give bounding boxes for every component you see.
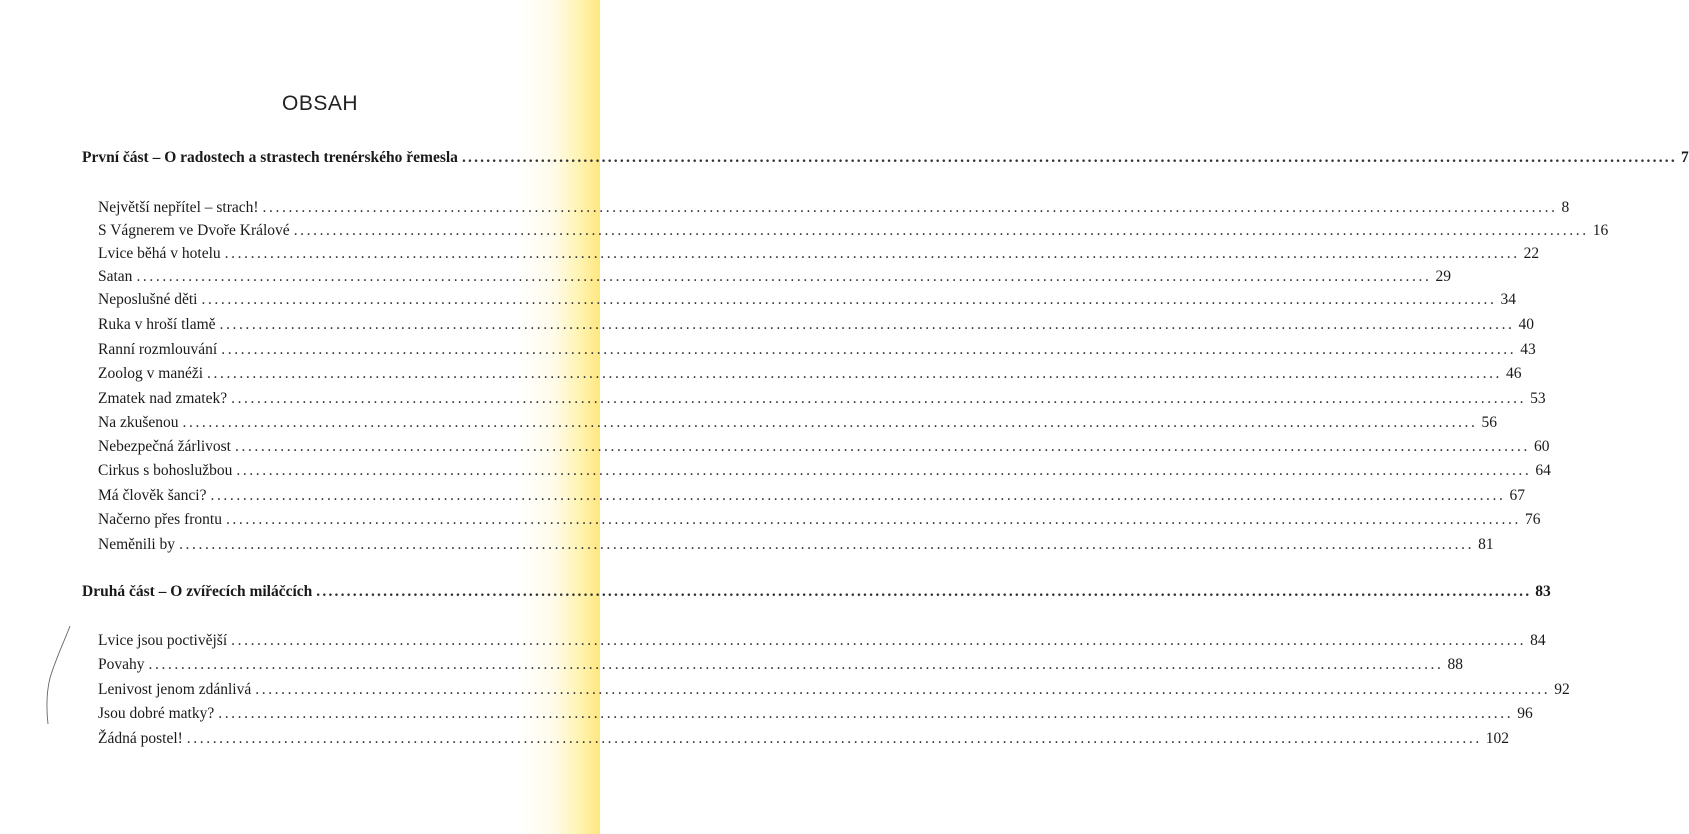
entry-page: 34 (1500, 291, 1516, 308)
dot-leader: ........................................................................................................................................................................................................ (236, 462, 1532, 479)
pen-mark (38, 620, 78, 730)
toc-entry (98, 290, 1516, 310)
dot-leader: ........................................................................................................................................................................................................ (255, 681, 1551, 698)
entry-page: 56 (1481, 414, 1497, 431)
toc-entry (98, 729, 1510, 749)
entry-title: Ruka v hroší tlamě (98, 316, 216, 333)
toc-entry (98, 631, 1546, 651)
entry-title: Nebezpečná žárlivost (98, 438, 231, 455)
dot-leader: ........................................................................................................................................................................................................ (225, 511, 1521, 528)
entry-page: 102 (1485, 730, 1510, 747)
part-page: 83 (1535, 583, 1551, 600)
part-title: Druhá část – O zvířecích miláčcích (82, 583, 313, 600)
dot-leader: ........................................................................................................................................................................................................ (186, 730, 1482, 747)
entry-page: 22 (1523, 245, 1540, 262)
entry-page: 92 (1554, 681, 1570, 698)
toc-entry (98, 315, 1535, 335)
entry-title: Na zkušenou (98, 414, 179, 431)
entry-page: 46 (1506, 365, 1522, 382)
entry-page: 88 (1447, 656, 1463, 673)
entry-page: 43 (1520, 341, 1536, 358)
entry-page: 40 (1518, 316, 1535, 333)
toc-entry (98, 198, 1570, 218)
entry-title: Neposlušné děti (98, 291, 198, 308)
entry-title: Ranní rozmlouvání (98, 341, 218, 358)
toc-entry (98, 535, 1494, 555)
entry-title: Má člověk šanci? (98, 487, 207, 504)
entry-title: S Vágnerem ve Dvoře Králové (98, 222, 290, 239)
toc-entry (98, 244, 1540, 264)
toc-entry (98, 221, 1609, 241)
entry-title: Jsou dobré matky? (98, 705, 215, 722)
dot-leader: ........................................................................................................................................................................................................ (207, 365, 1503, 382)
dot-leader: ........................................................................................................................................................................................................ (316, 583, 1532, 600)
toc-part-2 (82, 582, 1551, 602)
entry-page: 60 (1533, 438, 1550, 455)
toc-entry (98, 267, 1451, 287)
part-title: První část – O radostech a strastech trenérského řemesla (82, 149, 458, 166)
entry-page: 8 (1561, 199, 1570, 216)
toc-part-1 (82, 148, 1689, 168)
entry-title: Největší nepřítel – strach! (98, 199, 259, 216)
entry-page: 64 (1535, 462, 1551, 479)
entry-title: Lvice běhá v hotelu (98, 245, 221, 262)
entry-page: 81 (1478, 536, 1494, 553)
dot-leader: ........................................................................................................................................................................................................ (231, 632, 1527, 649)
toc-entry (98, 704, 1533, 724)
toc-entry (98, 486, 1525, 506)
dot-leader: ........................................................................................................................................................................................................ (224, 245, 1520, 262)
dot-leader: ........................................................................................................................................................................................................ (148, 656, 1444, 673)
dot-leader: ........................................................................................................................................................................................................ (201, 291, 1497, 308)
dot-leader: ........................................................................................................................................................................................................ (231, 390, 1527, 407)
entry-title: Lvice jsou poctivější (98, 632, 228, 649)
entry-title: Načerno přes frontu (98, 511, 222, 528)
entry-title: Cirkus s bohoslužbou (98, 462, 233, 479)
dot-leader: ........................................................................................................................................................................................................ (234, 438, 1530, 455)
entry-page: 96 (1517, 705, 1533, 722)
dot-leader: ........................................................................................................................................................................................................ (219, 316, 1515, 333)
entry-title: Zmatek nad zmatek? (98, 390, 228, 407)
entry-title: Lenivost jenom zdánlivá (98, 681, 252, 698)
toc-entry (98, 437, 1550, 457)
entry-title: Zoolog v manéži (98, 365, 204, 382)
dot-leader: ........................................................................................................................................................................................................ (461, 149, 1677, 166)
dot-leader: ........................................................................................................................................................................................................ (179, 536, 1475, 553)
part-page: 7 (1680, 149, 1689, 166)
entry-page: 76 (1524, 511, 1541, 528)
entry-page: 67 (1509, 487, 1525, 504)
toc-entry (98, 340, 1536, 360)
entry-title: Povahy (98, 656, 145, 673)
toc-entry (98, 364, 1522, 384)
toc-entry (98, 461, 1551, 481)
dot-leader: ........................................................................................................................................................................................................ (182, 414, 1478, 431)
entry-title: Žádná postel! (98, 730, 183, 747)
dot-leader: ........................................................................................................................................................................................................ (218, 705, 1514, 722)
entry-page: 29 (1435, 268, 1451, 285)
toc-entry (98, 680, 1570, 700)
toc-title: OBSAH (281, 92, 359, 115)
toc-entry (98, 389, 1546, 409)
dot-leader: ........................................................................................................................................................................................................ (136, 268, 1432, 285)
toc-entry (98, 510, 1541, 530)
dot-leader: ........................................................................................................................................................................................................ (221, 341, 1517, 358)
dot-leader: ........................................................................................................................................................................................................ (210, 487, 1506, 504)
entry-page: 16 (1592, 222, 1609, 239)
entry-title: Neměnili by (98, 536, 176, 553)
dot-leader: ........................................................................................................................................................................................................ (293, 222, 1589, 239)
dot-leader: ........................................................................................................................................................................................................ (262, 199, 1558, 216)
toc-entry (98, 413, 1497, 433)
toc-entry (98, 655, 1463, 675)
entry-title: Satan (98, 268, 133, 285)
entry-page: 53 (1530, 390, 1546, 407)
entry-page: 84 (1530, 632, 1546, 649)
